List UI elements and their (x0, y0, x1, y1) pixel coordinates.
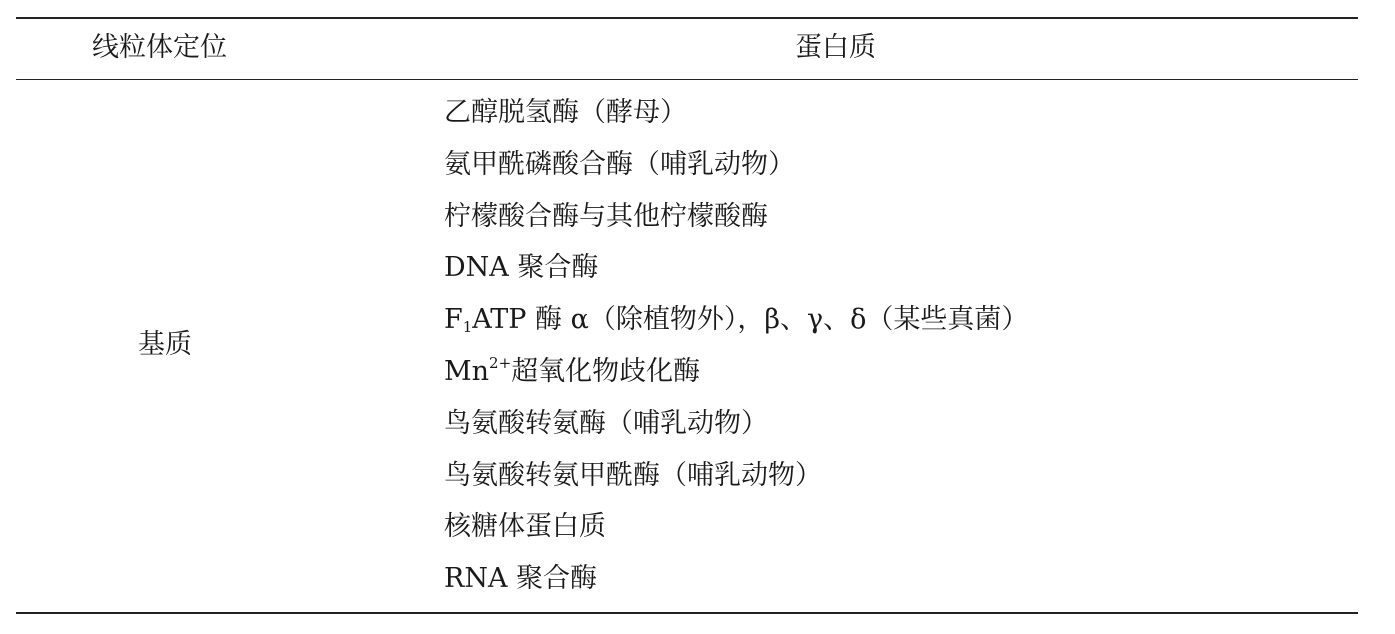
protein-item: 乙醇脱氢酶（酵母） (444, 97, 687, 128)
protein-item-mn-prefix: Mn (444, 355, 490, 387)
protein-item: 柠檬酸合酶与其他柠檬酸酶 (444, 200, 768, 232)
protein-item-mn-sod (444, 346, 1028, 398)
protein-item: 氨甲酰磷酸合酶（哺乳动物） (444, 148, 795, 180)
protein-item: 核糖体蛋白质 (444, 511, 606, 543)
protein-item-mn-superscript: 2+ (489, 353, 512, 372)
header-protein: 蛋白质 (795, 32, 876, 63)
protein-item-f1-rest: ATP 酶 α（除植物外），β、γ、δ（某些真菌） (472, 304, 1029, 336)
protein-item: 鸟氨酸转氨甲酰酶（哺乳动物） (444, 459, 822, 491)
location-cell-matrix: 基质 (138, 329, 192, 360)
protein-item: DNA 聚合酶 (444, 252, 599, 284)
protein-item: RNA 聚合酶 (444, 563, 598, 595)
protein-item-f1-subscript: 1 (462, 318, 473, 337)
header-divider-rule (16, 79, 1358, 80)
protein-item-f1-atpase (444, 294, 1028, 346)
protein-item-f1-prefix: F (444, 304, 463, 336)
protein-list (444, 87, 1028, 605)
table-top-rule (16, 17, 1358, 19)
header-mitochondrial-location: 线粒体定位 (92, 32, 227, 63)
table-bottom-rule (16, 612, 1358, 614)
protein-item: 鸟氨酸转氨酶（哺乳动物） (444, 407, 768, 439)
protein-item-mn-rest: 超氧化物歧化酶 (511, 355, 701, 387)
